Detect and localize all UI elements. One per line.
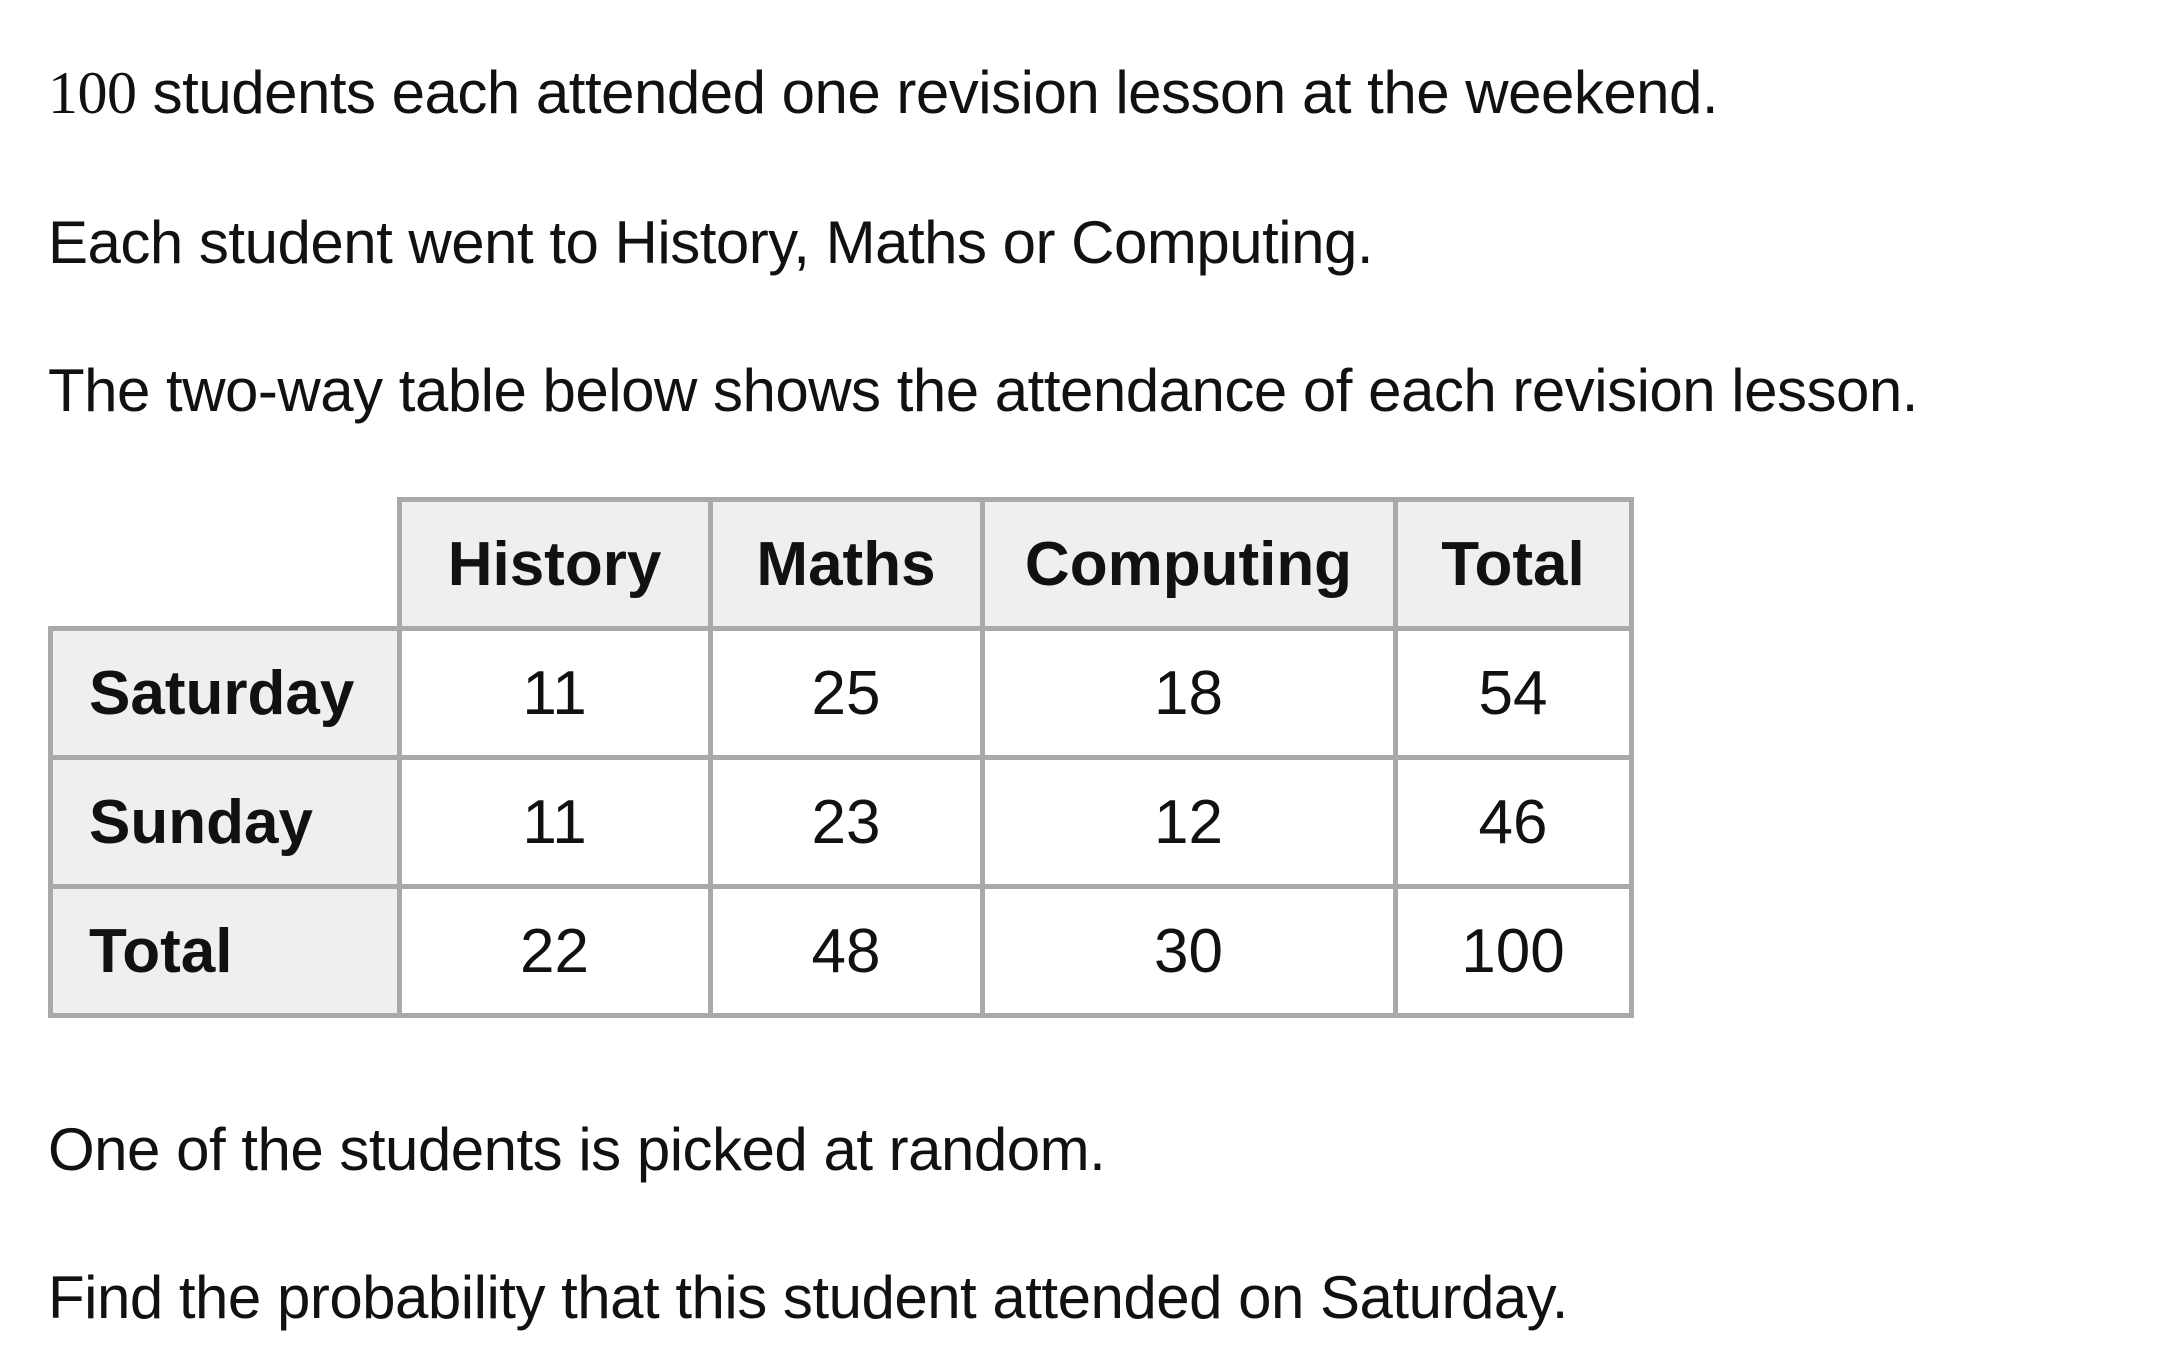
table-cell: 30 bbox=[982, 887, 1395, 1016]
intro-sentence bbox=[48, 53, 1718, 133]
table-row-total bbox=[51, 887, 1632, 1016]
subjects-sentence: Each student went to History, Maths or Computing. bbox=[48, 209, 1374, 276]
table-cell: 22 bbox=[399, 887, 710, 1016]
table-row-sunday bbox=[51, 758, 1632, 887]
student-count: 100 bbox=[48, 60, 137, 126]
table-cell: 100 bbox=[1395, 887, 1631, 1016]
table-cell: 48 bbox=[710, 887, 982, 1016]
column-header-total: Total bbox=[1395, 500, 1631, 629]
table-cell: 12 bbox=[982, 758, 1395, 887]
row-header-total: Total bbox=[51, 887, 400, 1016]
two-way-table-container bbox=[48, 497, 1634, 1018]
random-pick-sentence: One of the students is picked at random. bbox=[48, 1116, 1106, 1183]
row-header-sunday: Sunday bbox=[51, 758, 400, 887]
table-cell: 11 bbox=[399, 758, 710, 887]
table-cell: 54 bbox=[1395, 629, 1631, 758]
table-description: The two-way table below shows the attendance of each revision lesson. bbox=[48, 357, 1918, 424]
table-corner-cell bbox=[51, 500, 400, 629]
row-header-saturday: Saturday bbox=[51, 629, 400, 758]
probability-question: Find the probability that this student attended on Saturday. bbox=[48, 1264, 1568, 1331]
column-header-history: History bbox=[399, 500, 710, 629]
table-header-row bbox=[51, 500, 1632, 629]
table-cell: 23 bbox=[710, 758, 982, 887]
column-header-maths: Maths bbox=[710, 500, 982, 629]
two-way-table bbox=[48, 497, 1634, 1018]
table-row-saturday bbox=[51, 629, 1632, 758]
intro-sentence-text: students each attended one revision lesson at the weekend. bbox=[136, 59, 1719, 126]
table-cell: 18 bbox=[982, 629, 1395, 758]
column-header-computing: Computing bbox=[982, 500, 1395, 629]
table-cell: 46 bbox=[1395, 758, 1631, 887]
table-cell: 11 bbox=[399, 629, 710, 758]
table-cell: 25 bbox=[710, 629, 982, 758]
